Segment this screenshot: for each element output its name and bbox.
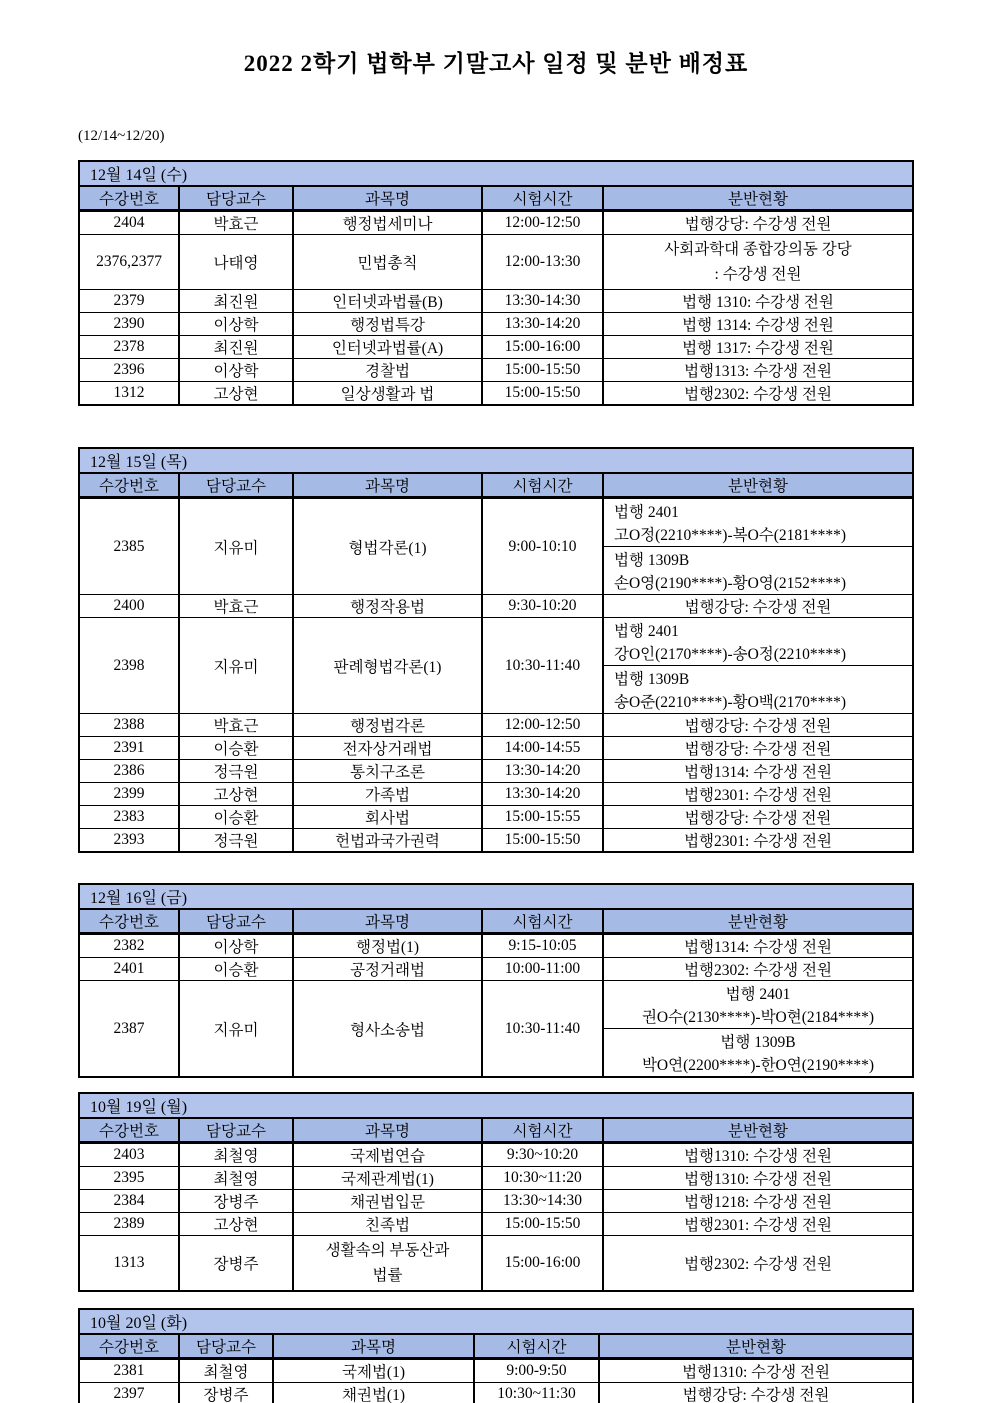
table-row xyxy=(79,1383,913,1403)
cell-subject xyxy=(293,498,482,595)
cell-section-status xyxy=(603,958,913,981)
cell-section-status xyxy=(599,1383,913,1403)
subject-line: 경찰법 xyxy=(365,363,410,380)
column-header-row xyxy=(79,909,913,934)
day-header: 12월 15일 (목) xyxy=(79,448,913,473)
cell-professor: 최철영 xyxy=(179,1143,293,1167)
cell-professor: 박효근 xyxy=(179,211,293,235)
cell-course-no: 2376,2377 xyxy=(79,235,179,290)
cell-course-no: 2391 xyxy=(79,737,179,760)
cell-exam-time: 15:00-15:50 xyxy=(482,359,603,382)
section-subgroup xyxy=(604,619,912,666)
column-header: 분반현황 xyxy=(603,186,913,211)
section-line: 법행2301: 수강생 전원 xyxy=(684,1217,832,1234)
table-row xyxy=(79,235,913,290)
cell-course-no: 2388 xyxy=(79,714,179,737)
cell-course-no: 2379 xyxy=(79,290,179,313)
cell-subject xyxy=(293,934,482,958)
table-row xyxy=(79,359,913,382)
column-header: 수강번호 xyxy=(79,1118,179,1143)
cell-section-status xyxy=(599,1359,913,1383)
cell-subject xyxy=(293,981,482,1078)
column-header: 시험시간 xyxy=(482,473,603,498)
cell-professor: 정극원 xyxy=(179,760,293,783)
subject-line: 판례형법각론(1) xyxy=(333,658,442,676)
cell-professor: 박효근 xyxy=(179,595,293,618)
day-header-row xyxy=(79,884,913,909)
cell-course-no: 1313 xyxy=(79,1236,179,1292)
cell-course-no: 2390 xyxy=(79,313,179,336)
column-header: 수강번호 xyxy=(79,909,179,934)
table-row xyxy=(79,714,913,737)
cell-exam-time: 10:30-11:40 xyxy=(482,981,603,1078)
section-line: 법행강당: 수강생 전원 xyxy=(684,741,832,758)
table-row xyxy=(79,313,913,336)
cell-exam-time: 10:30-11:40 xyxy=(482,618,603,714)
column-header: 과목명 xyxy=(293,1118,482,1143)
table-row xyxy=(79,1236,913,1292)
cell-professor: 고상현 xyxy=(179,1213,293,1236)
column-header: 과목명 xyxy=(273,1334,474,1359)
column-header: 수강번호 xyxy=(79,473,179,498)
cell-exam-time: 15:00-15:50 xyxy=(482,382,603,406)
table-row xyxy=(79,783,913,806)
cell-course-no: 2381 xyxy=(79,1359,179,1383)
table-row xyxy=(79,1359,913,1383)
cell-course-no: 2404 xyxy=(79,211,179,235)
cell-section-status xyxy=(603,1190,913,1213)
date-range: (12/14~12/20) xyxy=(78,128,165,144)
cell-course-no: 2382 xyxy=(79,934,179,958)
column-header: 수강번호 xyxy=(79,186,179,211)
cell-section-status xyxy=(603,336,913,359)
cell-section-status xyxy=(603,1143,913,1167)
cell-subject xyxy=(293,737,482,760)
subject-line: 행정법(1) xyxy=(356,939,419,956)
day-header-row xyxy=(79,1309,913,1334)
section-room: 법행 2401 xyxy=(725,986,791,1004)
cell-exam-time: 13:30-14:20 xyxy=(482,760,603,783)
cell-exam-time: 14:00-14:55 xyxy=(482,737,603,760)
cell-exam-time: 9:30-10:20 xyxy=(482,595,603,618)
cell-section-status xyxy=(603,498,913,595)
section-line: 법행2301: 수강생 전원 xyxy=(684,787,832,804)
subject-line: 국제법연습 xyxy=(350,1148,425,1165)
cell-section-status xyxy=(603,737,913,760)
cell-professor: 최철영 xyxy=(179,1167,293,1190)
cell-section-status xyxy=(603,211,913,235)
subject-line: 생활속의 부동산과 xyxy=(325,1242,450,1259)
subject-line: 가족법 xyxy=(365,787,410,804)
subject-line: 일상생활과 법 xyxy=(340,386,435,403)
section-student-range: 고O정(2210****)-복O수(2181****) xyxy=(614,526,847,544)
table-row xyxy=(79,981,913,1078)
exam-table xyxy=(78,883,914,1078)
cell-section-status xyxy=(603,806,913,829)
subject-line: 국제법(1) xyxy=(342,1364,405,1381)
subject-line: 형사소송법 xyxy=(350,1021,425,1039)
cell-subject xyxy=(293,211,482,235)
cell-exam-time: 13:30~14:30 xyxy=(482,1190,603,1213)
cell-section-status xyxy=(603,829,913,853)
cell-section-status xyxy=(603,981,913,1078)
exam-table xyxy=(78,1092,914,1292)
cell-professor: 장병주 xyxy=(179,1236,293,1292)
section-subgroup xyxy=(604,1029,912,1076)
column-header: 담당교수 xyxy=(179,186,293,211)
section-line: 법행 1310: 수강생 전원 xyxy=(682,294,834,311)
cell-exam-time: 15:00-15:55 xyxy=(482,806,603,829)
subject-line: 행정법각론 xyxy=(350,718,425,735)
cell-course-no: 2399 xyxy=(79,783,179,806)
cell-exam-time: 12:00-12:50 xyxy=(482,714,603,737)
cell-section-status xyxy=(603,595,913,618)
table-row xyxy=(79,760,913,783)
column-header: 담당교수 xyxy=(179,909,293,934)
exam-table xyxy=(78,1308,914,1403)
subject-line: 법률 xyxy=(372,1267,403,1284)
column-header: 수강번호 xyxy=(79,1334,179,1359)
cell-subject xyxy=(293,1236,482,1292)
cell-subject xyxy=(293,1190,482,1213)
cell-professor: 최진원 xyxy=(179,290,293,313)
exam-tables-container xyxy=(78,160,914,1403)
cell-subject xyxy=(293,783,482,806)
cell-exam-time: 12:00-12:50 xyxy=(482,211,603,235)
section-line: 법행2301: 수강생 전원 xyxy=(684,833,832,850)
cell-exam-time: 9:30~10:20 xyxy=(482,1143,603,1167)
cell-course-no: 2403 xyxy=(79,1143,179,1167)
section-line: 법행강당: 수강생 전원 xyxy=(684,810,832,827)
cell-course-no: 2401 xyxy=(79,958,179,981)
cell-course-no: 2398 xyxy=(79,618,179,714)
cell-professor: 고상현 xyxy=(179,382,293,406)
cell-course-no: 2385 xyxy=(79,498,179,595)
cell-subject xyxy=(293,336,482,359)
cell-section-status xyxy=(603,1236,913,1292)
section-subgroup xyxy=(604,500,912,547)
cell-subject xyxy=(293,958,482,981)
column-header: 담당교수 xyxy=(179,1118,293,1143)
table-row xyxy=(79,1167,913,1190)
section-student-range: 송O준(2210****)-황O백(2170****) xyxy=(614,693,847,711)
cell-exam-time: 9:15-10:05 xyxy=(482,934,603,958)
cell-professor: 지유미 xyxy=(179,981,293,1078)
cell-section-status xyxy=(603,1213,913,1236)
cell-course-no: 1312 xyxy=(79,382,179,406)
cell-course-no: 2397 xyxy=(79,1383,179,1403)
cell-section-status xyxy=(603,1167,913,1190)
table-row xyxy=(79,382,913,406)
cell-subject xyxy=(293,829,482,853)
cell-exam-time: 12:00-13:30 xyxy=(482,235,603,290)
section-line: 법행1218: 수강생 전원 xyxy=(684,1194,832,1211)
table-row xyxy=(79,498,913,595)
cell-subject xyxy=(293,760,482,783)
cell-section-status xyxy=(603,235,913,290)
cell-exam-time: 9:00-10:10 xyxy=(482,498,603,595)
cell-subject xyxy=(293,1167,482,1190)
cell-course-no: 2389 xyxy=(79,1213,179,1236)
column-header: 과목명 xyxy=(293,186,482,211)
table-row xyxy=(79,211,913,235)
cell-professor: 지유미 xyxy=(179,618,293,714)
section-room: 법행 2401 xyxy=(614,623,679,641)
cell-professor: 이승환 xyxy=(179,958,293,981)
cell-section-status xyxy=(603,359,913,382)
day-header-row xyxy=(79,161,913,186)
table-row xyxy=(79,934,913,958)
cell-professor: 이승환 xyxy=(179,806,293,829)
cell-professor: 장병주 xyxy=(179,1383,273,1403)
cell-subject xyxy=(273,1383,474,1403)
subject-line: 전자상거래법 xyxy=(342,741,433,758)
column-header: 분반현황 xyxy=(603,909,913,934)
column-header: 분반현황 xyxy=(603,473,913,498)
cell-section-status xyxy=(603,760,913,783)
section-line: 법행 1314: 수강생 전원 xyxy=(682,317,834,334)
cell-professor: 지유미 xyxy=(179,498,293,595)
exam-table xyxy=(78,447,914,853)
cell-section-status xyxy=(603,783,913,806)
section-line: : 수강생 전원 xyxy=(714,266,802,283)
section-line: 법행강당: 수강생 전원 xyxy=(682,1387,830,1403)
column-header-row xyxy=(79,473,913,498)
section-line: 법행강당: 수강생 전원 xyxy=(684,599,832,616)
cell-subject xyxy=(293,382,482,406)
table-row xyxy=(79,806,913,829)
cell-professor: 최진원 xyxy=(179,336,293,359)
cell-section-status xyxy=(603,934,913,958)
cell-course-no: 2396 xyxy=(79,359,179,382)
section-line: 법행1313: 수강생 전원 xyxy=(684,363,832,380)
cell-section-status xyxy=(603,313,913,336)
cell-exam-time: 13:30-14:20 xyxy=(482,783,603,806)
cell-section-status xyxy=(603,714,913,737)
section-line: 법행강당: 수강생 전원 xyxy=(684,216,832,233)
section-subgroup xyxy=(604,547,912,594)
cell-subject xyxy=(293,618,482,714)
cell-course-no: 2383 xyxy=(79,806,179,829)
subject-line: 채권법(1) xyxy=(342,1387,405,1403)
section-subgroup xyxy=(604,982,912,1029)
cell-subject xyxy=(293,1143,482,1167)
cell-professor: 이상학 xyxy=(179,934,293,958)
section-line: 법행강당: 수강생 전원 xyxy=(684,718,832,735)
section-line: 법행1314: 수강생 전원 xyxy=(684,764,832,781)
section-line: 법행1310: 수강생 전원 xyxy=(684,1171,832,1188)
cell-course-no: 2393 xyxy=(79,829,179,853)
section-student-range: 권O수(2130****)-박O현(2184****) xyxy=(641,1008,875,1026)
table-row xyxy=(79,618,913,714)
section-student-range: 강O인(2170****)-송O정(2210****) xyxy=(614,645,847,663)
cell-exam-time: 13:30-14:30 xyxy=(482,290,603,313)
day-header: 10월 19일 (월) xyxy=(79,1093,913,1118)
cell-section-status xyxy=(603,618,913,714)
section-line: 법행2302: 수강생 전원 xyxy=(684,1256,832,1273)
subject-line: 형법각론(1) xyxy=(348,539,427,557)
section-room: 법행 2401 xyxy=(614,504,679,522)
subject-line: 행정법세미나 xyxy=(342,216,433,233)
section-room: 법행 1309B xyxy=(614,670,690,688)
column-header: 시험시간 xyxy=(482,1118,603,1143)
subject-line: 민법총칙 xyxy=(357,255,418,272)
table-row xyxy=(79,1190,913,1213)
page-title: 2022 2학기 법학부 기말고사 일정 및 분반 배정표 xyxy=(243,51,749,76)
subject-line: 헌법과국가권력 xyxy=(335,833,440,850)
table-row xyxy=(79,1143,913,1167)
cell-professor: 최철영 xyxy=(179,1359,273,1383)
cell-professor: 정극원 xyxy=(179,829,293,853)
cell-subject xyxy=(293,290,482,313)
cell-course-no: 2400 xyxy=(79,595,179,618)
table-row xyxy=(79,290,913,313)
cell-subject xyxy=(293,806,482,829)
subject-line: 인터넷과법률(A) xyxy=(331,340,444,357)
column-header-row xyxy=(79,1334,913,1359)
subject-line: 행정작용법 xyxy=(350,599,425,616)
cell-exam-time: 9:00-9:50 xyxy=(474,1359,599,1383)
column-header: 시험시간 xyxy=(482,186,603,211)
column-header: 시험시간 xyxy=(482,909,603,934)
subject-line: 통치구조론 xyxy=(350,764,425,781)
table-row xyxy=(79,829,913,853)
column-header-row xyxy=(79,186,913,211)
section-student-range: 박O연(2200****)-한O연(2190****) xyxy=(641,1056,875,1074)
cell-exam-time: 15:00-16:00 xyxy=(482,1236,603,1292)
cell-subject xyxy=(293,313,482,336)
cell-professor: 고상현 xyxy=(179,783,293,806)
exam-table xyxy=(78,160,914,406)
column-header: 담당교수 xyxy=(179,473,293,498)
table-row xyxy=(79,958,913,981)
subject-line: 채권법입문 xyxy=(350,1194,425,1211)
day-header-row xyxy=(79,448,913,473)
cell-professor: 장병주 xyxy=(179,1190,293,1213)
subject-line: 공정거래법 xyxy=(350,962,425,979)
cell-section-status xyxy=(603,382,913,406)
cell-professor: 이상학 xyxy=(179,313,293,336)
table-row xyxy=(79,336,913,359)
section-subgroup xyxy=(604,666,912,713)
column-header: 분반현황 xyxy=(603,1118,913,1143)
section-room: 법행 1309B xyxy=(614,551,690,569)
cell-professor: 이승환 xyxy=(179,737,293,760)
cell-subject xyxy=(273,1359,474,1383)
cell-subject xyxy=(293,1213,482,1236)
section-room: 법행 1309B xyxy=(720,1033,796,1051)
subject-line: 인터넷과법률(B) xyxy=(332,294,443,311)
cell-course-no: 2395 xyxy=(79,1167,179,1190)
cell-course-no: 2384 xyxy=(79,1190,179,1213)
cell-section-status xyxy=(603,290,913,313)
cell-professor: 이상학 xyxy=(179,359,293,382)
subject-line: 친족법 xyxy=(365,1217,410,1234)
cell-subject xyxy=(293,595,482,618)
section-line: 법행2302: 수강생 전원 xyxy=(684,962,832,979)
cell-subject xyxy=(293,714,482,737)
table-row xyxy=(79,595,913,618)
cell-course-no: 2387 xyxy=(79,981,179,1078)
day-header: 12월 14일 (수) xyxy=(79,161,913,186)
column-header: 과목명 xyxy=(293,473,482,498)
column-header-row xyxy=(79,1118,913,1143)
cell-exam-time: 10:30~11:20 xyxy=(482,1167,603,1190)
section-student-range: 손O영(2190****)-황O영(2152****) xyxy=(614,574,847,592)
cell-exam-time: 10:00-11:00 xyxy=(482,958,603,981)
section-line: 법행 1317: 수강생 전원 xyxy=(682,340,834,357)
cell-exam-time: 10:30~11:30 xyxy=(474,1383,599,1403)
cell-exam-time: 15:00-15:50 xyxy=(482,1213,603,1236)
subject-line: 행정법특강 xyxy=(350,317,425,334)
column-header: 분반현황 xyxy=(599,1334,913,1359)
subject-line: 회사법 xyxy=(365,810,410,827)
cell-subject xyxy=(293,235,482,290)
column-header: 시험시간 xyxy=(474,1334,599,1359)
table-row xyxy=(79,1213,913,1236)
subject-line: 국제관계법(1) xyxy=(341,1171,434,1188)
section-line: 법행2302: 수강생 전원 xyxy=(684,386,832,403)
cell-professor: 나태영 xyxy=(179,235,293,290)
section-line: 법행1310: 수강생 전원 xyxy=(684,1148,832,1165)
section-line: 법행1314: 수강생 전원 xyxy=(684,939,832,956)
cell-exam-time: 15:00-15:50 xyxy=(482,829,603,853)
column-header: 담당교수 xyxy=(179,1334,273,1359)
day-header-row xyxy=(79,1093,913,1118)
section-line: 사회과학대 종합강의동 강당 xyxy=(664,241,852,258)
day-header: 10월 20일 (화) xyxy=(79,1309,913,1334)
cell-exam-time: 13:30-14:20 xyxy=(482,313,603,336)
cell-course-no: 2386 xyxy=(79,760,179,783)
day-header: 12월 16일 (금) xyxy=(79,884,913,909)
cell-subject xyxy=(293,359,482,382)
cell-exam-time: 15:00-16:00 xyxy=(482,336,603,359)
table-row xyxy=(79,737,913,760)
section-line: 법행1310: 수강생 전원 xyxy=(682,1364,830,1381)
cell-course-no: 2378 xyxy=(79,336,179,359)
cell-professor: 박효근 xyxy=(179,714,293,737)
column-header: 과목명 xyxy=(293,909,482,934)
